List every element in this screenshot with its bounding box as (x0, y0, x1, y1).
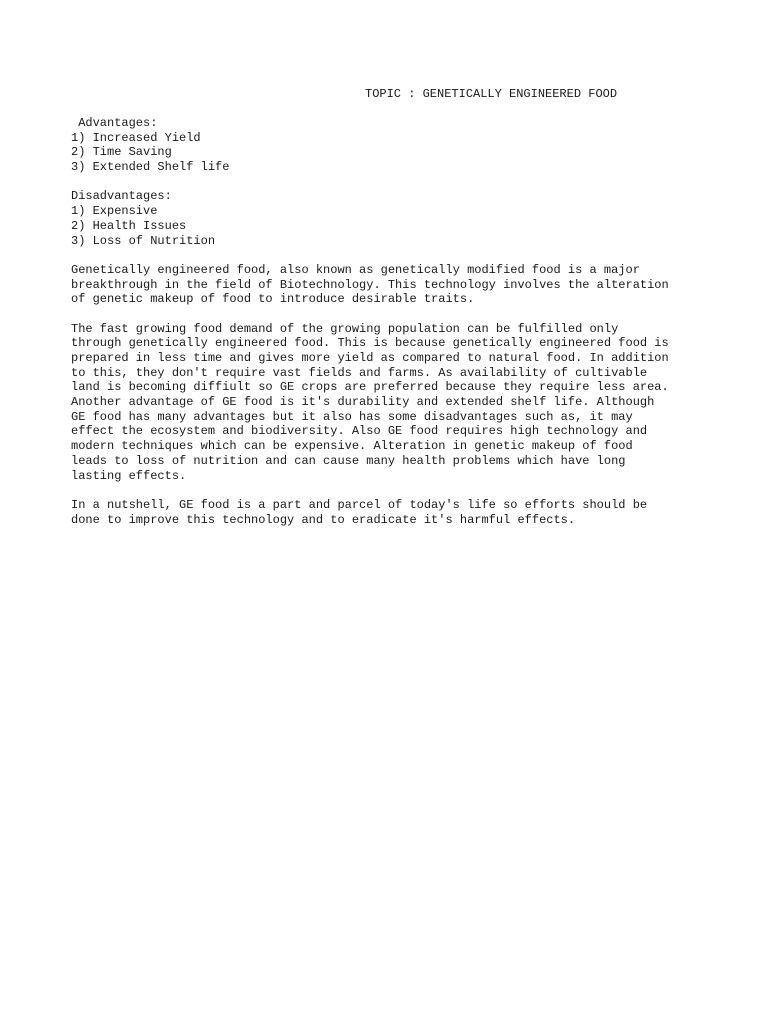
disadvantages-section (71, 189, 711, 248)
spacer (71, 307, 711, 322)
advantages-section (71, 116, 711, 175)
paragraph-line: breakthrough in the field of Biotechnology. This technology involves the alteration (71, 277, 669, 292)
advantage-item: 3) Extended Shelf life (71, 160, 230, 175)
paragraph-line: through genetically engineered food. This is because genetically engineered food is (71, 336, 669, 351)
paragraph-line: to this, they don't require vast fields and farms. As availability of cultivable (71, 365, 648, 380)
paragraph-line: The fast growing food demand of the growing population can be fulfilled only (71, 321, 619, 336)
paragraph-line: prepared in less time and gives more yield as compared to natural food. In addition (71, 351, 669, 365)
paragraph-line: modern techniques which can be expensive. Alteration in genetic makeup of food (71, 439, 633, 454)
spacer (71, 175, 711, 190)
disadvantage-item: 3) Loss of Nutrition (71, 233, 216, 248)
paragraph-line: Genetically engineered food, also known as genetically modified food is a major (71, 262, 640, 277)
paragraph-line: done to improve this technology and to eradicate it's harmful effects. (71, 512, 576, 527)
document-body (71, 116, 711, 527)
advantage-item: 2) Time Saving (71, 145, 172, 160)
paragraph-line: leads to loss of nutrition and can cause many health problems which have long (71, 453, 626, 468)
paragraph-line: of genetic makeup of food to introduce desirable traits. (71, 292, 475, 307)
paragraph-line: land is becoming diffiult so GE crops are preferred because they require less area. (71, 380, 669, 395)
paragraph-line: effect the ecosystem and biodiversity. Also GE food requires high technology and (71, 424, 648, 439)
paragraph-intro (71, 263, 711, 307)
advantage-item: 1) Increased Yield (71, 130, 201, 145)
spacer (71, 483, 711, 498)
advantages-heading: Advantages: (71, 116, 158, 130)
disadvantages-heading: Disadvantages: (71, 189, 172, 204)
paragraph-line: Another advantage of GE food is it's durability and extended shelf life. Although (71, 395, 655, 410)
disadvantage-item: 2) Health Issues (71, 218, 187, 233)
paragraph-line: In a nutshell, GE food is a part and parcel of today's life so efforts should be (71, 497, 648, 512)
paragraph-line: lasting effects. (71, 468, 187, 483)
paragraph-body (71, 322, 711, 484)
paragraph-conclusion (71, 498, 711, 527)
document-title: TOPIC : GENETICALLY ENGINEERED FOOD (365, 87, 618, 101)
disadvantage-item: 1) Expensive (71, 204, 158, 219)
paragraph-line: GE food has many advantages but it also has some disadvantages such as, it may (71, 409, 633, 424)
spacer (71, 248, 711, 263)
